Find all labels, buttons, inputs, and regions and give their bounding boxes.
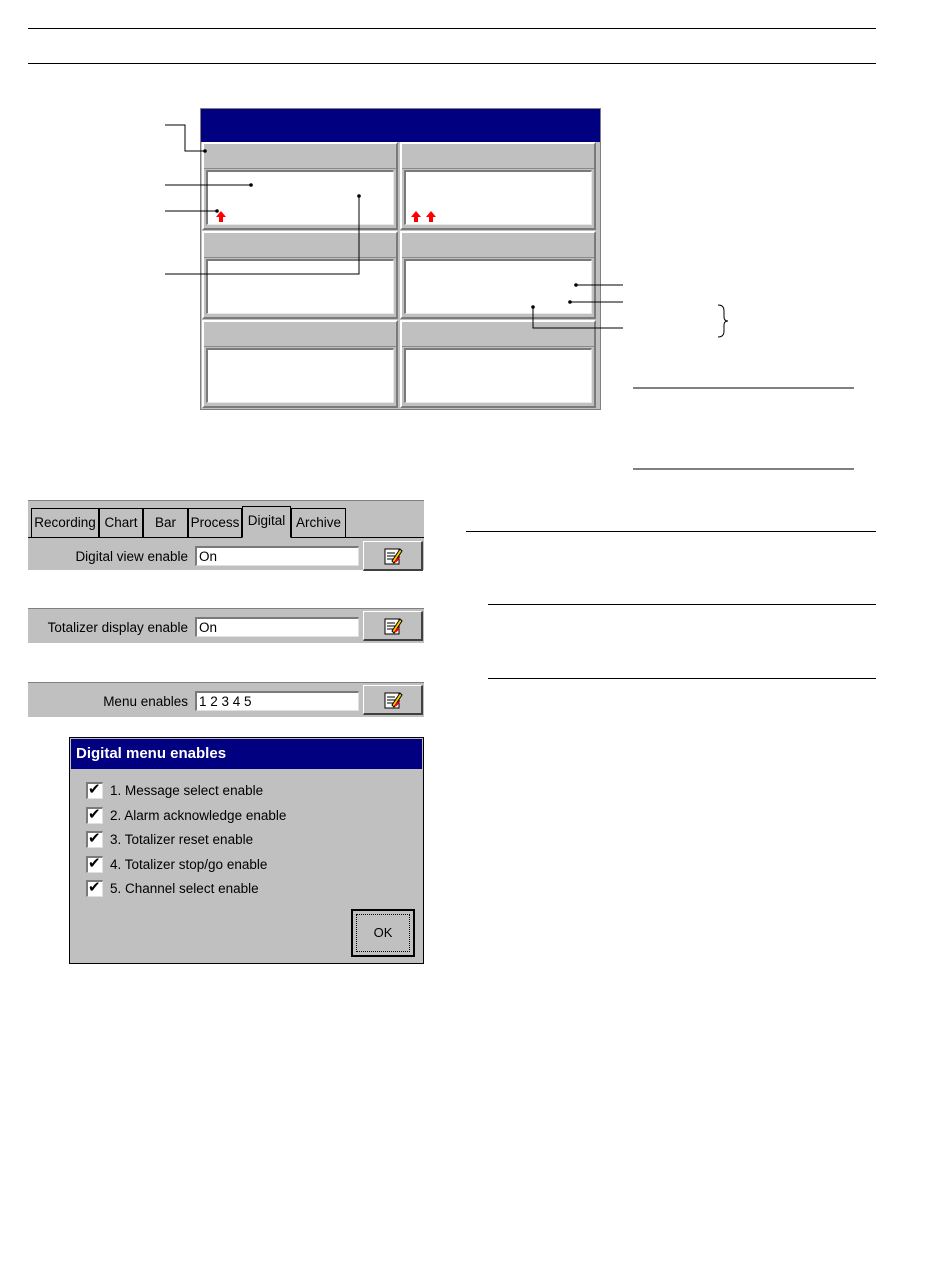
menu-enables-edit-button[interactable] (363, 685, 423, 715)
edit-pencil-icon (383, 690, 403, 710)
totalizer-display-enable-edit-button[interactable] (363, 611, 423, 641)
tab-recording[interactable]: Recording (31, 508, 99, 537)
tab-archive[interactable]: Archive (291, 508, 346, 537)
config-tab-panel (28, 500, 424, 570)
tab-strip-line (28, 537, 424, 538)
check-mark-icon: ✔ (88, 830, 101, 847)
callout-line-units (165, 196, 359, 274)
totalizer-display-enable-label: Totalizer display enable (47, 620, 188, 635)
edit-pencil-icon (383, 616, 403, 636)
callout-line-tag (165, 125, 205, 151)
tab-process[interactable]: Process (188, 508, 242, 537)
checkbox[interactable] (86, 807, 103, 824)
checkbox[interactable] (86, 856, 103, 873)
checkbox-label: 4. Totalizer stop/go enable (110, 857, 268, 872)
tab-bar[interactable]: Bar (143, 508, 188, 537)
callout-line-right-3 (533, 307, 623, 328)
section-rule-2 (488, 604, 876, 605)
tab-chart[interactable]: Chart (99, 508, 143, 537)
checkbox[interactable] (86, 782, 103, 799)
tab-digital[interactable]: Digital (242, 506, 291, 538)
check-mark-icon: ✔ (88, 781, 101, 798)
digital-view-enable-edit-button[interactable] (363, 541, 423, 571)
digital-menu-enables-dialog (69, 737, 424, 964)
digital-view-enable-label: Digital view enable (75, 549, 188, 564)
focus-rect (356, 914, 410, 952)
dialog-title: Digital menu enables (71, 739, 422, 769)
check-mark-icon: ✔ (88, 879, 101, 896)
menu-enables-label: Menu enables (103, 694, 188, 709)
checkbox[interactable] (86, 831, 103, 848)
brace-icon (718, 305, 728, 337)
section-rule-1 (466, 531, 876, 532)
ok-button-label: OK (373, 925, 393, 940)
totalizer-display-row (28, 608, 424, 643)
checkbox-label: 2. Alarm acknowledge enable (110, 808, 287, 823)
menu-enables-field[interactable]: 1 2 3 4 5 (195, 691, 359, 711)
totalizer-display-enable-field[interactable]: On (195, 617, 359, 637)
checkbox-label: 1. Message select enable (110, 783, 264, 798)
edit-pencil-icon (383, 546, 403, 566)
digital-view-enable-field[interactable]: On (195, 546, 359, 566)
check-mark-icon: ✔ (88, 855, 101, 872)
check-mark-icon: ✔ (88, 806, 101, 823)
section-rule-3 (488, 678, 876, 679)
callout-lines (0, 0, 950, 500)
checkbox[interactable] (86, 880, 103, 897)
menu-enables-row (28, 682, 424, 717)
checkbox-label: 5. Channel select enable (110, 881, 259, 896)
checkbox-label: 3. Totalizer reset enable (110, 832, 254, 847)
ok-button[interactable] (351, 909, 415, 957)
